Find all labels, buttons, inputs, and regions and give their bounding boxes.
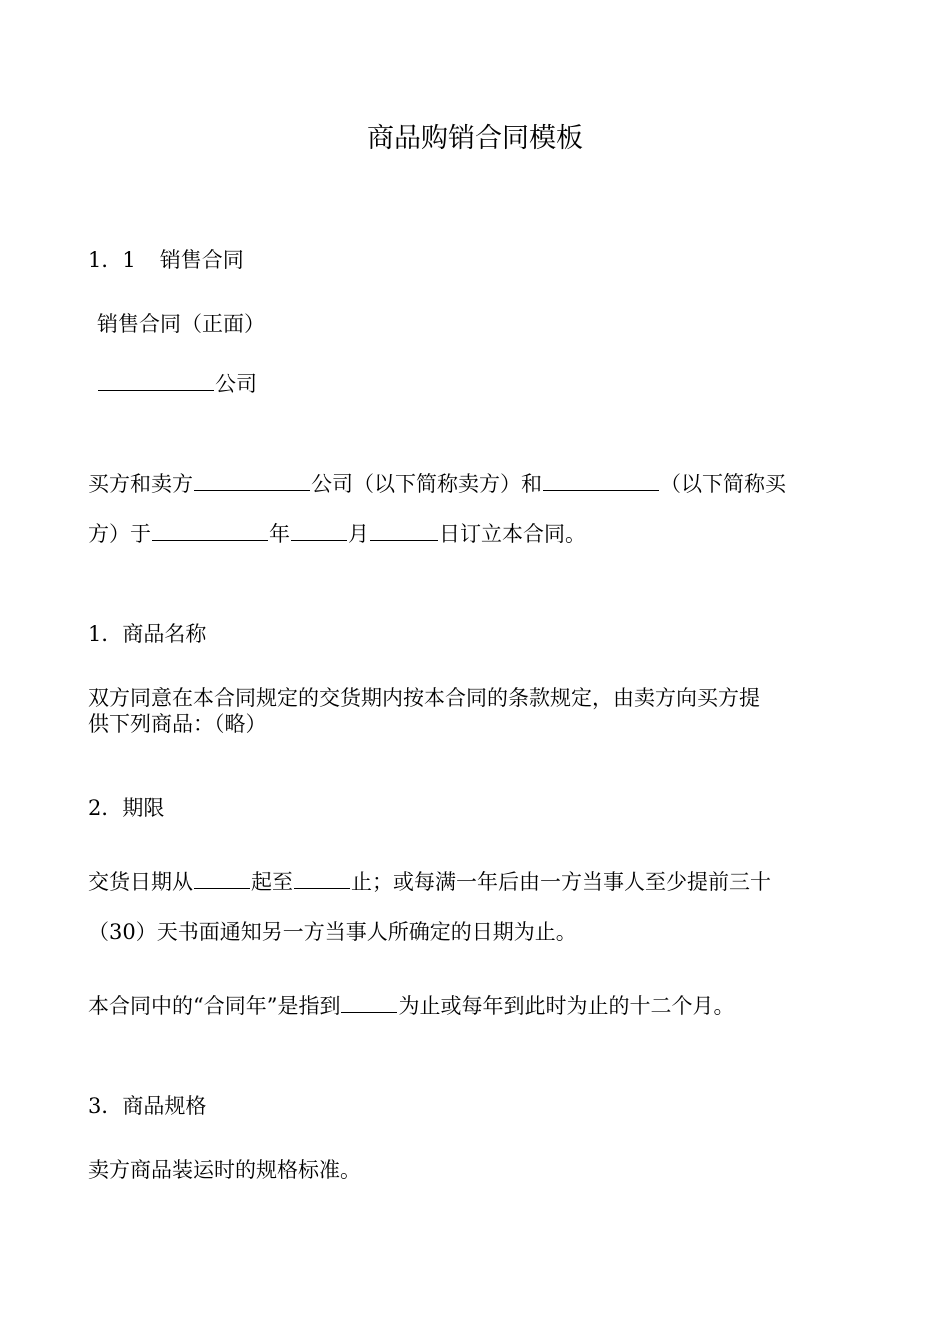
- blank-field: [341, 992, 397, 1013]
- company-suffix: 公司: [215, 372, 257, 396]
- intro-text: （以下简称买: [660, 472, 786, 496]
- clause-paragraph-line: [88, 868, 771, 896]
- clause-heading: 1．商品名称: [88, 622, 207, 646]
- blank-field: [194, 868, 250, 889]
- clause-text: 本合同中的“合同年”是指到: [88, 994, 341, 1018]
- intro-text: 公司（以下简称卖方）和: [311, 472, 542, 496]
- clause-text: 起至: [251, 870, 293, 894]
- clause-text: 止；或每满一年后由一方当事人至少提前三十: [351, 870, 771, 894]
- document-title: 商品购销合同模板: [367, 123, 583, 154]
- blank-field: [98, 370, 214, 391]
- blank-field: [370, 520, 438, 541]
- clause-text: 为止或每年到此时为止的十二个月。: [398, 994, 735, 1018]
- intro-text: 方）于: [88, 522, 151, 546]
- clause-text: 卖方商品装运时的规格标准。: [88, 1158, 361, 1182]
- clause-text: 双方同意在本合同规定的交货期内按本合同的条款规定，由卖方向买方提: [88, 686, 760, 710]
- intro-line-2: [88, 520, 586, 548]
- section-heading-text: 销售合同: [159, 248, 244, 272]
- clause-heading: 2．期限: [88, 796, 165, 820]
- intro-text: 买方和卖方: [88, 472, 193, 496]
- clause-text: 供下列商品：（略）: [88, 712, 267, 736]
- blank-field: [291, 520, 347, 541]
- intro-text: 月: [348, 522, 369, 546]
- blank-field: [194, 470, 310, 491]
- intro-line-1: [88, 470, 786, 498]
- blank-field: [294, 868, 350, 889]
- blank-field: [543, 470, 659, 491]
- company-line: [97, 370, 257, 398]
- clause-heading: 3．商品规格: [88, 1094, 207, 1118]
- intro-text: 年: [269, 522, 290, 546]
- intro-text: 日订立本合同。: [439, 522, 586, 546]
- blank-field: [152, 520, 268, 541]
- clause-paragraph-line: [88, 992, 734, 1020]
- clause-text: （30）天书面通知另一方当事人所确定的日期为止。: [88, 920, 577, 944]
- subheading: 销售合同（正面）: [97, 312, 265, 336]
- section-heading: [88, 246, 244, 274]
- clause-text: 交货日期从: [88, 870, 193, 894]
- section-number: 1．1: [88, 248, 136, 272]
